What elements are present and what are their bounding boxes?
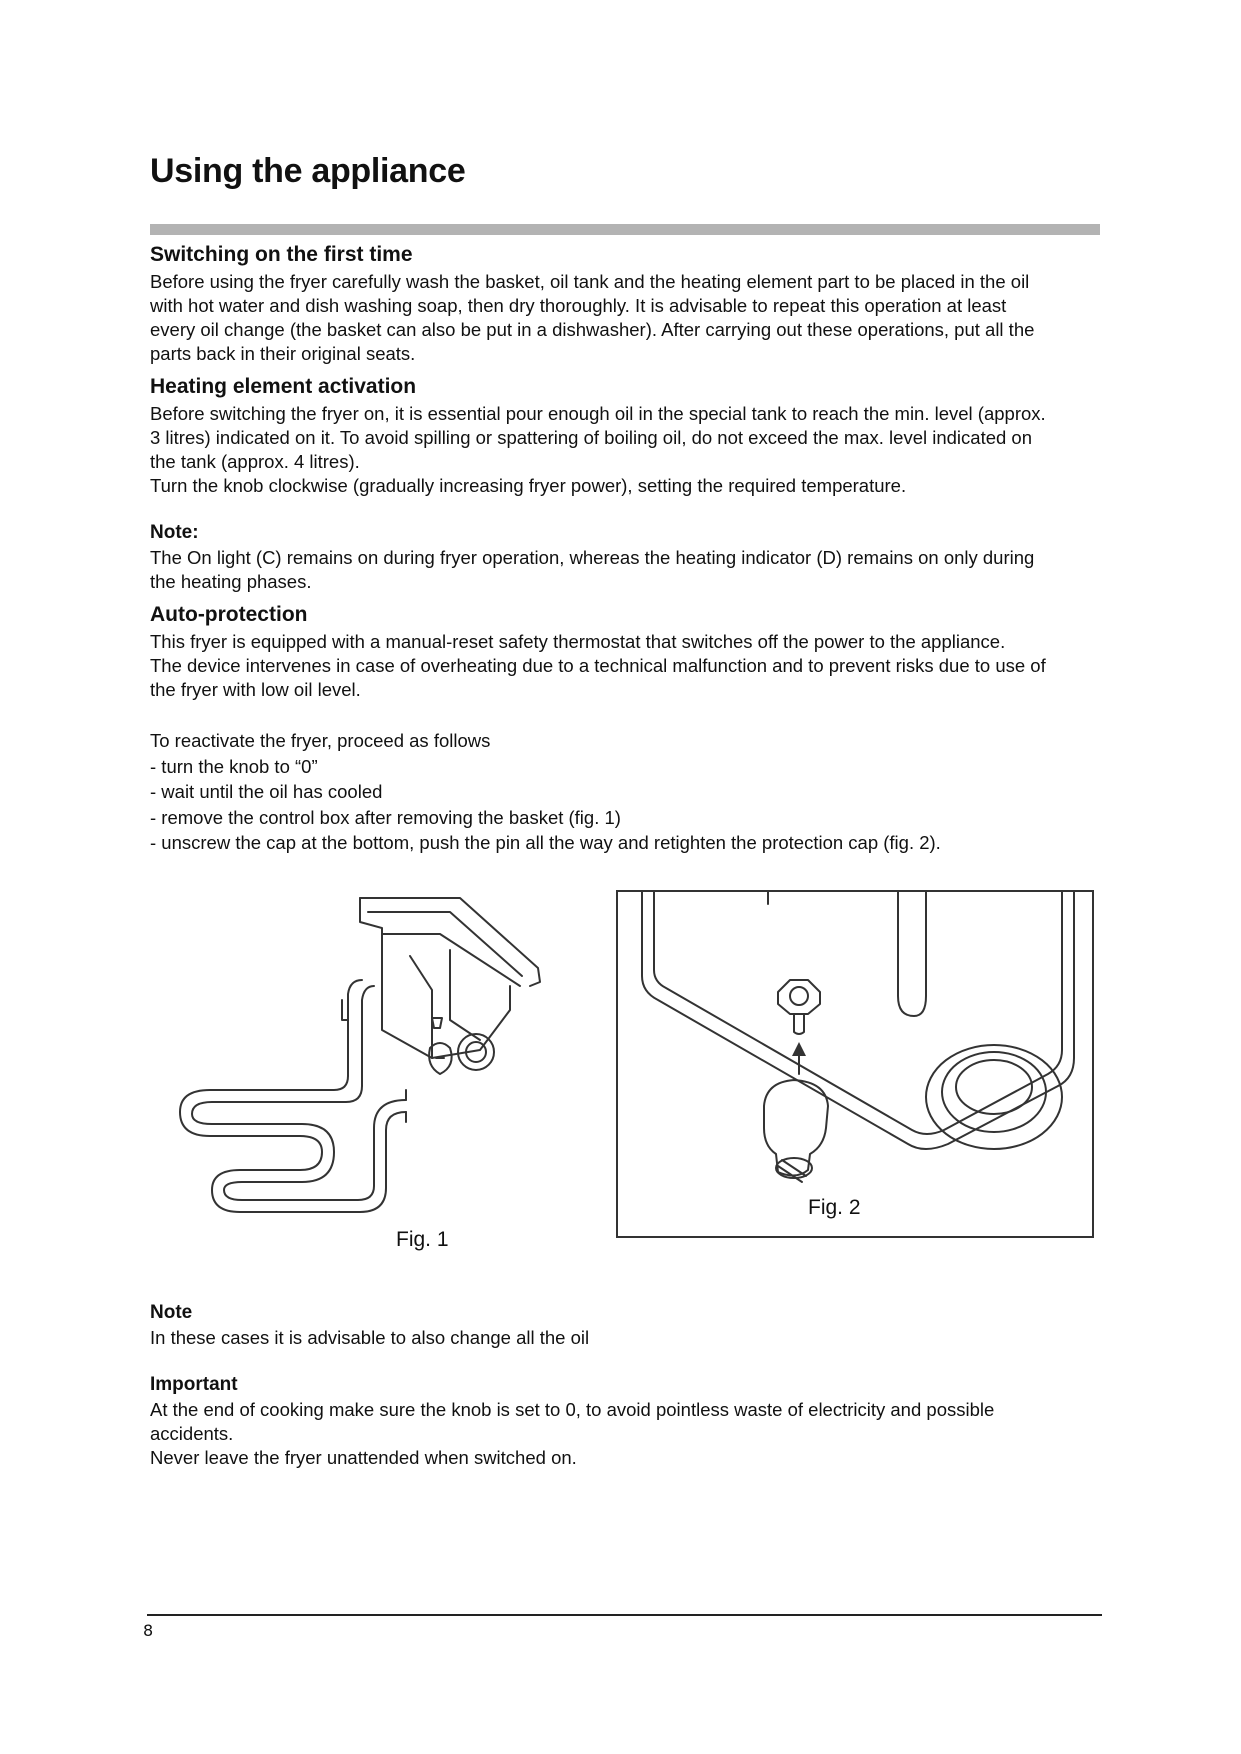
fig1-caption: Fig. 1 xyxy=(396,1228,449,1251)
paragraph-line: At the end of cooking make sure the knob is set to 0, to avoid pointless waste of electricity and possible xyxy=(150,1399,995,1420)
paragraph-line: accidents. xyxy=(150,1423,234,1444)
paragraph-line: parts back in their original seats. xyxy=(150,343,416,364)
fig2-illustration xyxy=(618,892,1092,1236)
section-heading: Heating element activation xyxy=(150,375,417,398)
figures-area xyxy=(150,890,1100,1260)
note-heading: Note: xyxy=(150,522,199,543)
section-heading: Auto-protection xyxy=(150,603,308,626)
paragraph-line: 3 litres) indicated on it. To avoid spilling or spattering of boiling oil, do not exceed the max. level indicated on xyxy=(150,427,1033,448)
fig2-caption: Fig. 2 xyxy=(808,1196,861,1219)
fig1-illustration xyxy=(150,890,620,1260)
main-content xyxy=(150,240,1100,856)
page-title: Using the appliance xyxy=(150,152,466,190)
lower-notes xyxy=(150,1300,1100,1470)
important-heading: Important xyxy=(150,1374,238,1395)
section-note xyxy=(150,520,1100,594)
list-item: - unscrew the cap at the bottom, push the pin all the way and retighten the protection cap (fig. 2). xyxy=(150,832,941,853)
section-auto-protection xyxy=(150,600,1100,856)
section-heading: Switching on the first time xyxy=(150,243,413,266)
paragraph-line: every oil change (the basket can also be put in a dishwasher). After carrying out these operations, put all the xyxy=(150,319,1035,340)
paragraph-line: In these cases it is advisable to also change all the oil xyxy=(150,1327,590,1348)
paragraph-line: Before using the fryer carefully wash the basket, oil tank and the heating element part to be placed in the oil xyxy=(150,271,1030,292)
paragraph-line: the fryer with low oil level. xyxy=(150,679,361,700)
fig2-frame xyxy=(616,890,1094,1238)
footer-divider xyxy=(147,1614,1102,1616)
page-number: 8 xyxy=(143,1621,154,1640)
paragraph-line: The On light (C) remains on during fryer operation, whereas the heating indicator (D) remains on only during xyxy=(150,547,1035,568)
paragraph-line: Before switching the fryer on, it is essential pour enough oil in the special tank to reach the min. level (approx. xyxy=(150,403,1046,424)
section-note-oil xyxy=(150,1300,1100,1350)
section-heating-element xyxy=(150,372,1100,498)
paragraph-line: the heating phases. xyxy=(150,571,312,592)
reactivation-steps xyxy=(150,728,1100,856)
title-divider xyxy=(150,224,1100,235)
paragraph-line: The device intervenes in case of overheating due to a technical malfunction and to prevent risks due to use of xyxy=(150,655,1046,676)
paragraph-line: Never leave the fryer unattended when switched on. xyxy=(150,1447,577,1468)
list-item: - wait until the oil has cooled xyxy=(150,781,383,802)
paragraph-line: with hot water and dish washing soap, then dry thoroughly. It is advisable to repeat this operation at least xyxy=(150,295,1007,316)
note-heading: Note xyxy=(150,1302,193,1323)
list-item: - turn the knob to “0” xyxy=(150,755,318,777)
steps-intro: To reactivate the fryer, proceed as follows xyxy=(150,730,491,751)
paragraph-line: Turn the knob clockwise (gradually increasing fryer power), setting the required temperature. xyxy=(150,475,907,496)
section-important xyxy=(150,1372,1100,1470)
paragraph-line: This fryer is equipped with a manual-reset safety thermostat that switches off the power to the appliance. xyxy=(150,631,1006,652)
paragraph-line: the tank (approx. 4 litres). xyxy=(150,451,360,472)
section-switching-on xyxy=(150,240,1100,366)
list-item: - remove the control box after removing the basket (fig. 1) xyxy=(150,806,621,828)
